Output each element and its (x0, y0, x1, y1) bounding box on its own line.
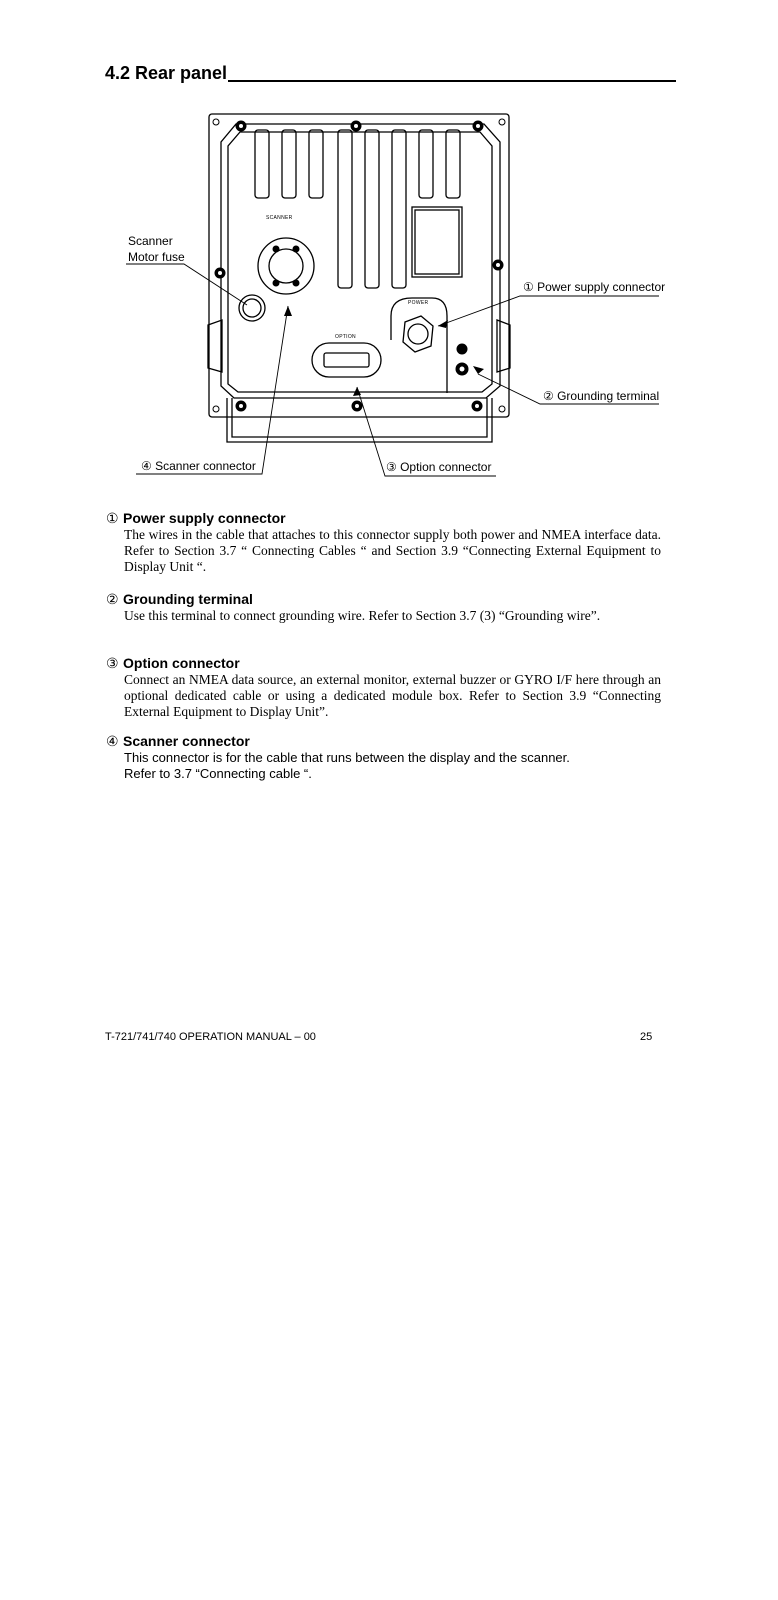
option-connector (312, 343, 381, 377)
section-body: Connect an NMEA data source, an external monitor, external buzzer or GYRO I/F here through an optional dedicated cable or using a dedicated module box. Refer to Section 3.9 “Connecting External Equipment to Display Unit”. (124, 672, 661, 719)
section-title: ③ Option connector (106, 655, 240, 671)
section-scanner (106, 733, 661, 782)
callout-scanner-motor-fuse-line2: Motor fuse (128, 250, 185, 264)
section-body: The wires in the cable that attaches to this connector supply both power and NMEA interface data. Refer to Section 3.7 “ Connecting Cables “ and Section 3.9 “Connecting External Equipment to Display Unit “. (124, 527, 661, 574)
footer-manual-title: T-721/741/740 OPERATION MANUAL – 00 (105, 1031, 316, 1043)
callout-option-connector: ③ Option connector (386, 460, 492, 474)
section-power-supply (106, 510, 661, 575)
heat-fins (255, 130, 460, 288)
section-heading: 4.2 Rear panel (105, 63, 228, 83)
power-boss (391, 298, 447, 393)
panel-label-scanner: SCANNER (266, 215, 293, 221)
section-body: Use this terminal to connect grounding wire. Refer to Section 3.7 (3) “Grounding wire”. (124, 608, 601, 623)
panel-label-power: POWER (408, 300, 429, 306)
page-number: 25 (640, 1031, 653, 1043)
section-title: ④ Scanner connector (106, 733, 250, 749)
left-knob (208, 320, 222, 372)
section-option (106, 655, 661, 720)
panel-inner-body (221, 124, 500, 398)
callout-scanner-motor-fuse-line1: Scanner (128, 234, 173, 248)
callout-power-supply: ① Power supply connector (523, 280, 666, 294)
section-title: ② Grounding terminal (106, 591, 253, 607)
right-knob (497, 320, 510, 372)
label-plate (412, 207, 462, 277)
callout-grounding: ② Grounding terminal (543, 389, 660, 403)
section-body-line1: This connector is for the cable that runs between the display and the scanner. (124, 750, 570, 765)
heading-underline (228, 80, 676, 82)
panel-label-option: OPTION (335, 334, 356, 340)
section-grounding (106, 591, 661, 624)
rear-panel-diagram (0, 100, 778, 485)
section-title: ① Power supply connector (106, 510, 286, 526)
section-body-line2: Refer to 3.7 “Connecting cable “. (124, 766, 312, 781)
callout-scanner-connector: ④ Scanner connector (141, 459, 256, 473)
scanner-connector (258, 238, 314, 294)
